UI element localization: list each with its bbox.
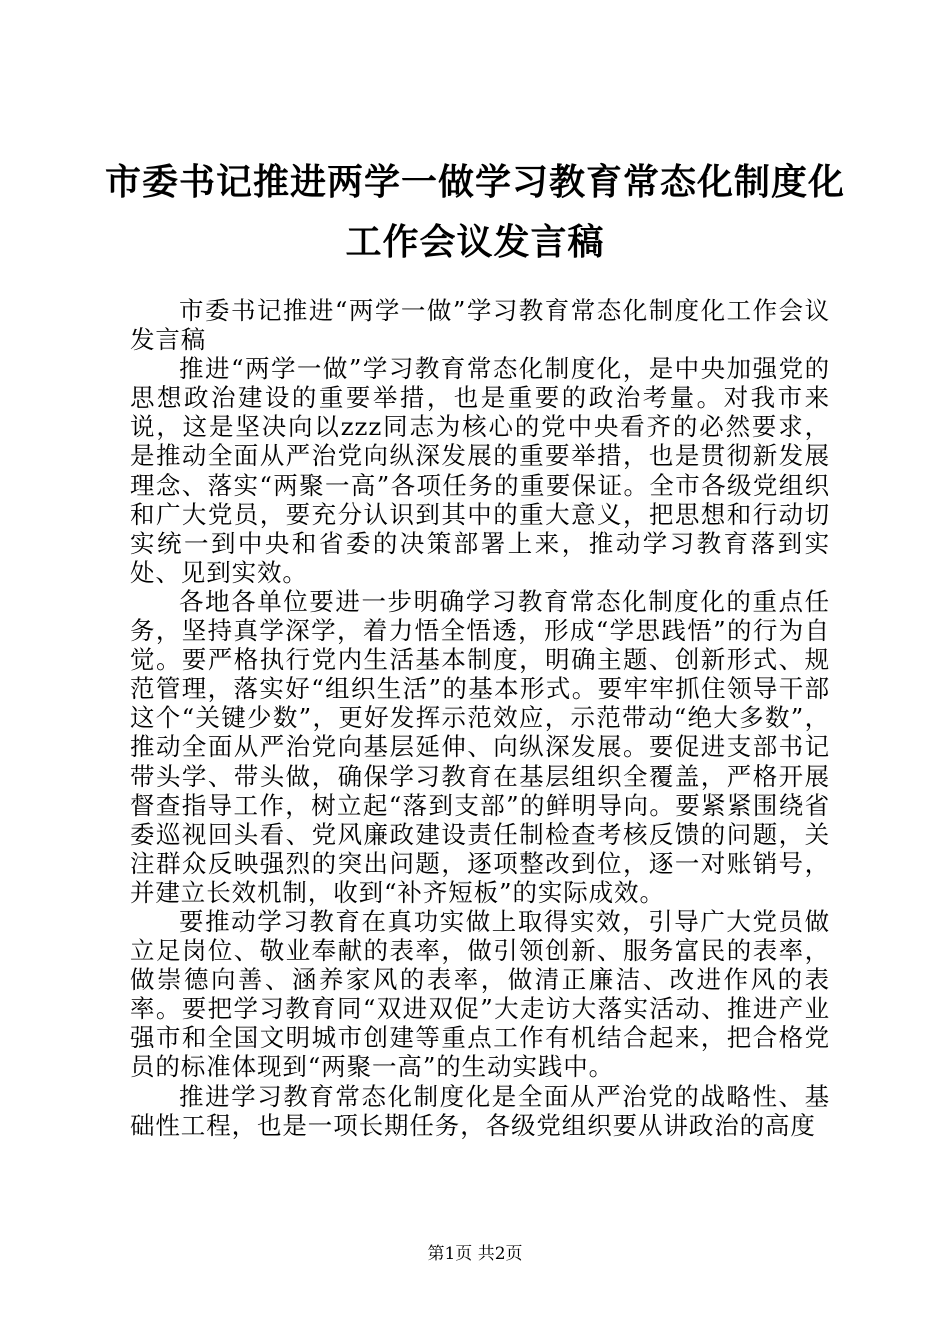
paragraph-4: 推进学习教育常态化制度化是全面从严治党的战略性、基础性工程，也是一项长期任务，各级党组织要从讲政治的高度	[130, 1081, 830, 1140]
paragraph-2: 各地各单位要进一步明确学习教育常态化制度化的重点任务，坚持真学深学，着力悟全悟透，形成“学思践悟”的行为自觉。要严格执行党内生活基本制度，明确主题、创新形式、规范管理，落实好“组织生活”的基本形式。要牢牢抓住领导干部这个“关键少数”，更好发挥示范效应，示范带动“绝大多数”，推动全面从严治党向基层延伸、向纵深发展。要促进支部书记带头学、带头做，确保学习教育在基层组织全覆盖，严格开展督查指导工作，树立起“落到支部”的鲜明导向。要紧紧围绕省委巡视回头看、党风廉政建设责任制检查考核反馈的问题，关注群众反映强烈的突出问题，逐项整改到位，逐一对账销号，并建立长效机制，收到“补齐短板”的实际成效。	[130, 586, 830, 907]
paragraph-heading: 市委书记推进“两学一做”学习教育常态化制度化工作会议发言稿	[130, 296, 830, 355]
paragraph-1: 推进“两学一做”学习教育常态化制度化，是中央加强党的思想政治建设的重要举措，也是重要的政治考量。对我市来说，这是坚决向以zzz同志为核心的党中央看齐的必然要求，是推动全面从严治党向纵深发展的重要举措，也是贯彻新发展理念、落实“两聚一高”各项任务的重要保证。全市各级党组织和广大党员，要充分认识到其中的重大意义，把思想和行动切实统一到中央和省委的决策部署上来，推动学习教育落到实处、见到实效。	[130, 354, 830, 587]
document-body	[130, 296, 830, 1140]
page-number-footer: 第1页 共2页	[427, 1244, 523, 1264]
paragraph-3: 要推动学习教育在真功实做上取得实效，引导广大党员做立足岗位、敬业奉献的表率，做引领创新、服务富民的表率，做崇德向善、涵养家风的表率，做清正廉洁、改进作风的表率。要把学习教育同“双进双促”大走访大落实活动、推进产业强市和全国文明城市创建等重点工作有机结合起来，把合格党员的标准体现到“两聚一高”的生动实践中。	[130, 906, 830, 1082]
document-title-line-1: 市委书记推进两学一做学习教育常态化制度化	[104, 162, 845, 203]
document-title-line-2: 工作会议发言稿	[345, 222, 605, 263]
